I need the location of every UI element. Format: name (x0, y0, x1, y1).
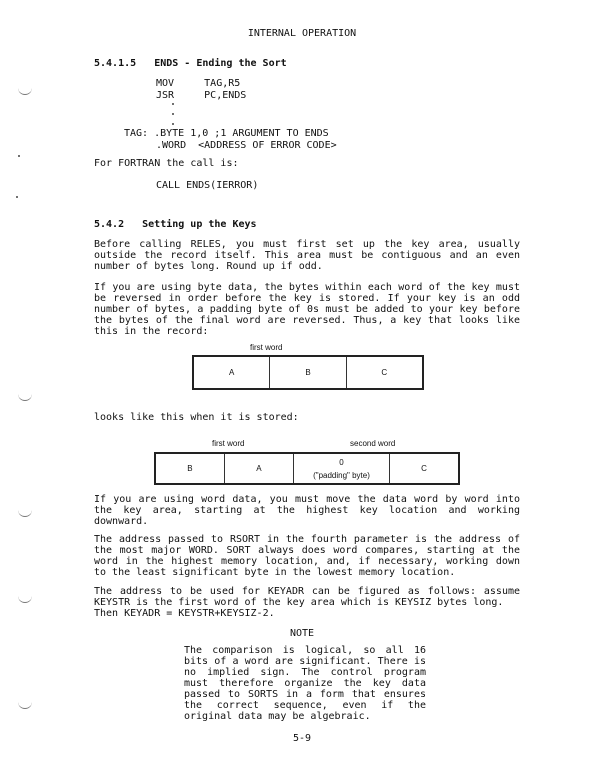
note-body: The comparison is logical, so all 16 bits of a word are significant. There is no implied sign. The control program must therefore organize the key data passed to SORTS in a form that ensures the correct sequence, even if the original data may be algebraic. (184, 645, 426, 722)
code-line-tag-byte: TAG: .BYTE 1,0 ;1 ARGUMENT TO ENDS (124, 128, 329, 139)
figure-2-key-box (154, 452, 460, 485)
note-title: NOTE (289, 628, 315, 639)
padding-label: ("padding" byte) (313, 470, 370, 480)
margin-dot (16, 196, 18, 198)
margin-dot (18, 155, 20, 157)
paragraph-byte-data: If you are using byte data, the bytes within each word of the key must be reversed in order before the key is stored. If your key is an odd number of bytes, a padding byte of 0s must be added to your key before the bytes of the final word are reversed. Thus, a key that looks like this in the record: (94, 282, 520, 337)
ellipsis-dot (172, 123, 174, 125)
stored-cell-padding (294, 454, 390, 483)
section-5-4-2-heading (94, 219, 257, 230)
page-header: INTERNAL OPERATION (247, 28, 357, 39)
stored-cell-c: C (421, 464, 427, 473)
section-5-4-1-5-heading (94, 58, 287, 69)
stored-caption: looks like this when it is stored: (94, 412, 299, 423)
key-cell-b: B (270, 357, 346, 388)
paragraph-keyadr: The address to be used for KEYADR can be figured as follows: assume KEYSTR is the first word of the key area which is KEYSIZ bytes long. (94, 586, 520, 608)
heading-title: Setting up the Keys (142, 219, 257, 230)
ellipsis-dot (172, 113, 174, 115)
figure-1-label: first word (250, 343, 283, 352)
heading-number: 5.4.2 (94, 219, 125, 230)
fortran-intro: For FORTRAN the call is: (94, 158, 239, 169)
paragraph-rsort-address: The address passed to RSORT in the fourth parameter is the address of the most major WORD. SORT always does word compares, starting at the word in the highest memory location, and, if necessary, working down to the least significant byte in the lowest memory location. (94, 534, 520, 578)
ellipsis-dot (172, 103, 174, 105)
stored-cell-b: B (156, 454, 225, 483)
padding-zero: 0 (339, 457, 344, 467)
figure-2-label-second: second word (350, 439, 396, 448)
page-number: 5-9 (292, 733, 312, 744)
key-cell-c: C (381, 368, 388, 377)
fortran-call: CALL ENDS(IERROR) (156, 180, 259, 191)
margin-mark (18, 596, 32, 603)
margin-mark (18, 510, 32, 517)
margin-mark (18, 394, 32, 401)
paragraph-reles: Before calling RELES, you must first set up the key area, usually outside the record itself. This area must be contiguous and an even number of bytes long. Round up if odd. (94, 239, 520, 272)
code-line-tag-word: .WORD <ADDRESS OF ERROR CODE> (156, 140, 337, 151)
paragraph-word-data: If you are using word data, you must move the data word by word into the key area, starting at the highest key location and working downward. (94, 494, 520, 527)
code-line-jsr: JSR PC,ENDS (156, 90, 247, 101)
stored-cell-a: A (225, 454, 294, 483)
margin-mark (18, 702, 32, 709)
keyadr-formula: Then KEYADR = KEYSTR+KEYSIZ-2. (94, 608, 275, 619)
heading-number: 5.4.1.5 (94, 58, 137, 69)
figure-1-key-box (192, 355, 424, 390)
key-cell-a: A (194, 357, 270, 388)
margin-mark (18, 88, 32, 95)
code-line-mov: MOV TAG,R5 (156, 78, 241, 89)
heading-title: ENDS - Ending the Sort (154, 58, 287, 69)
figure-2-label-first: first word (212, 439, 245, 448)
